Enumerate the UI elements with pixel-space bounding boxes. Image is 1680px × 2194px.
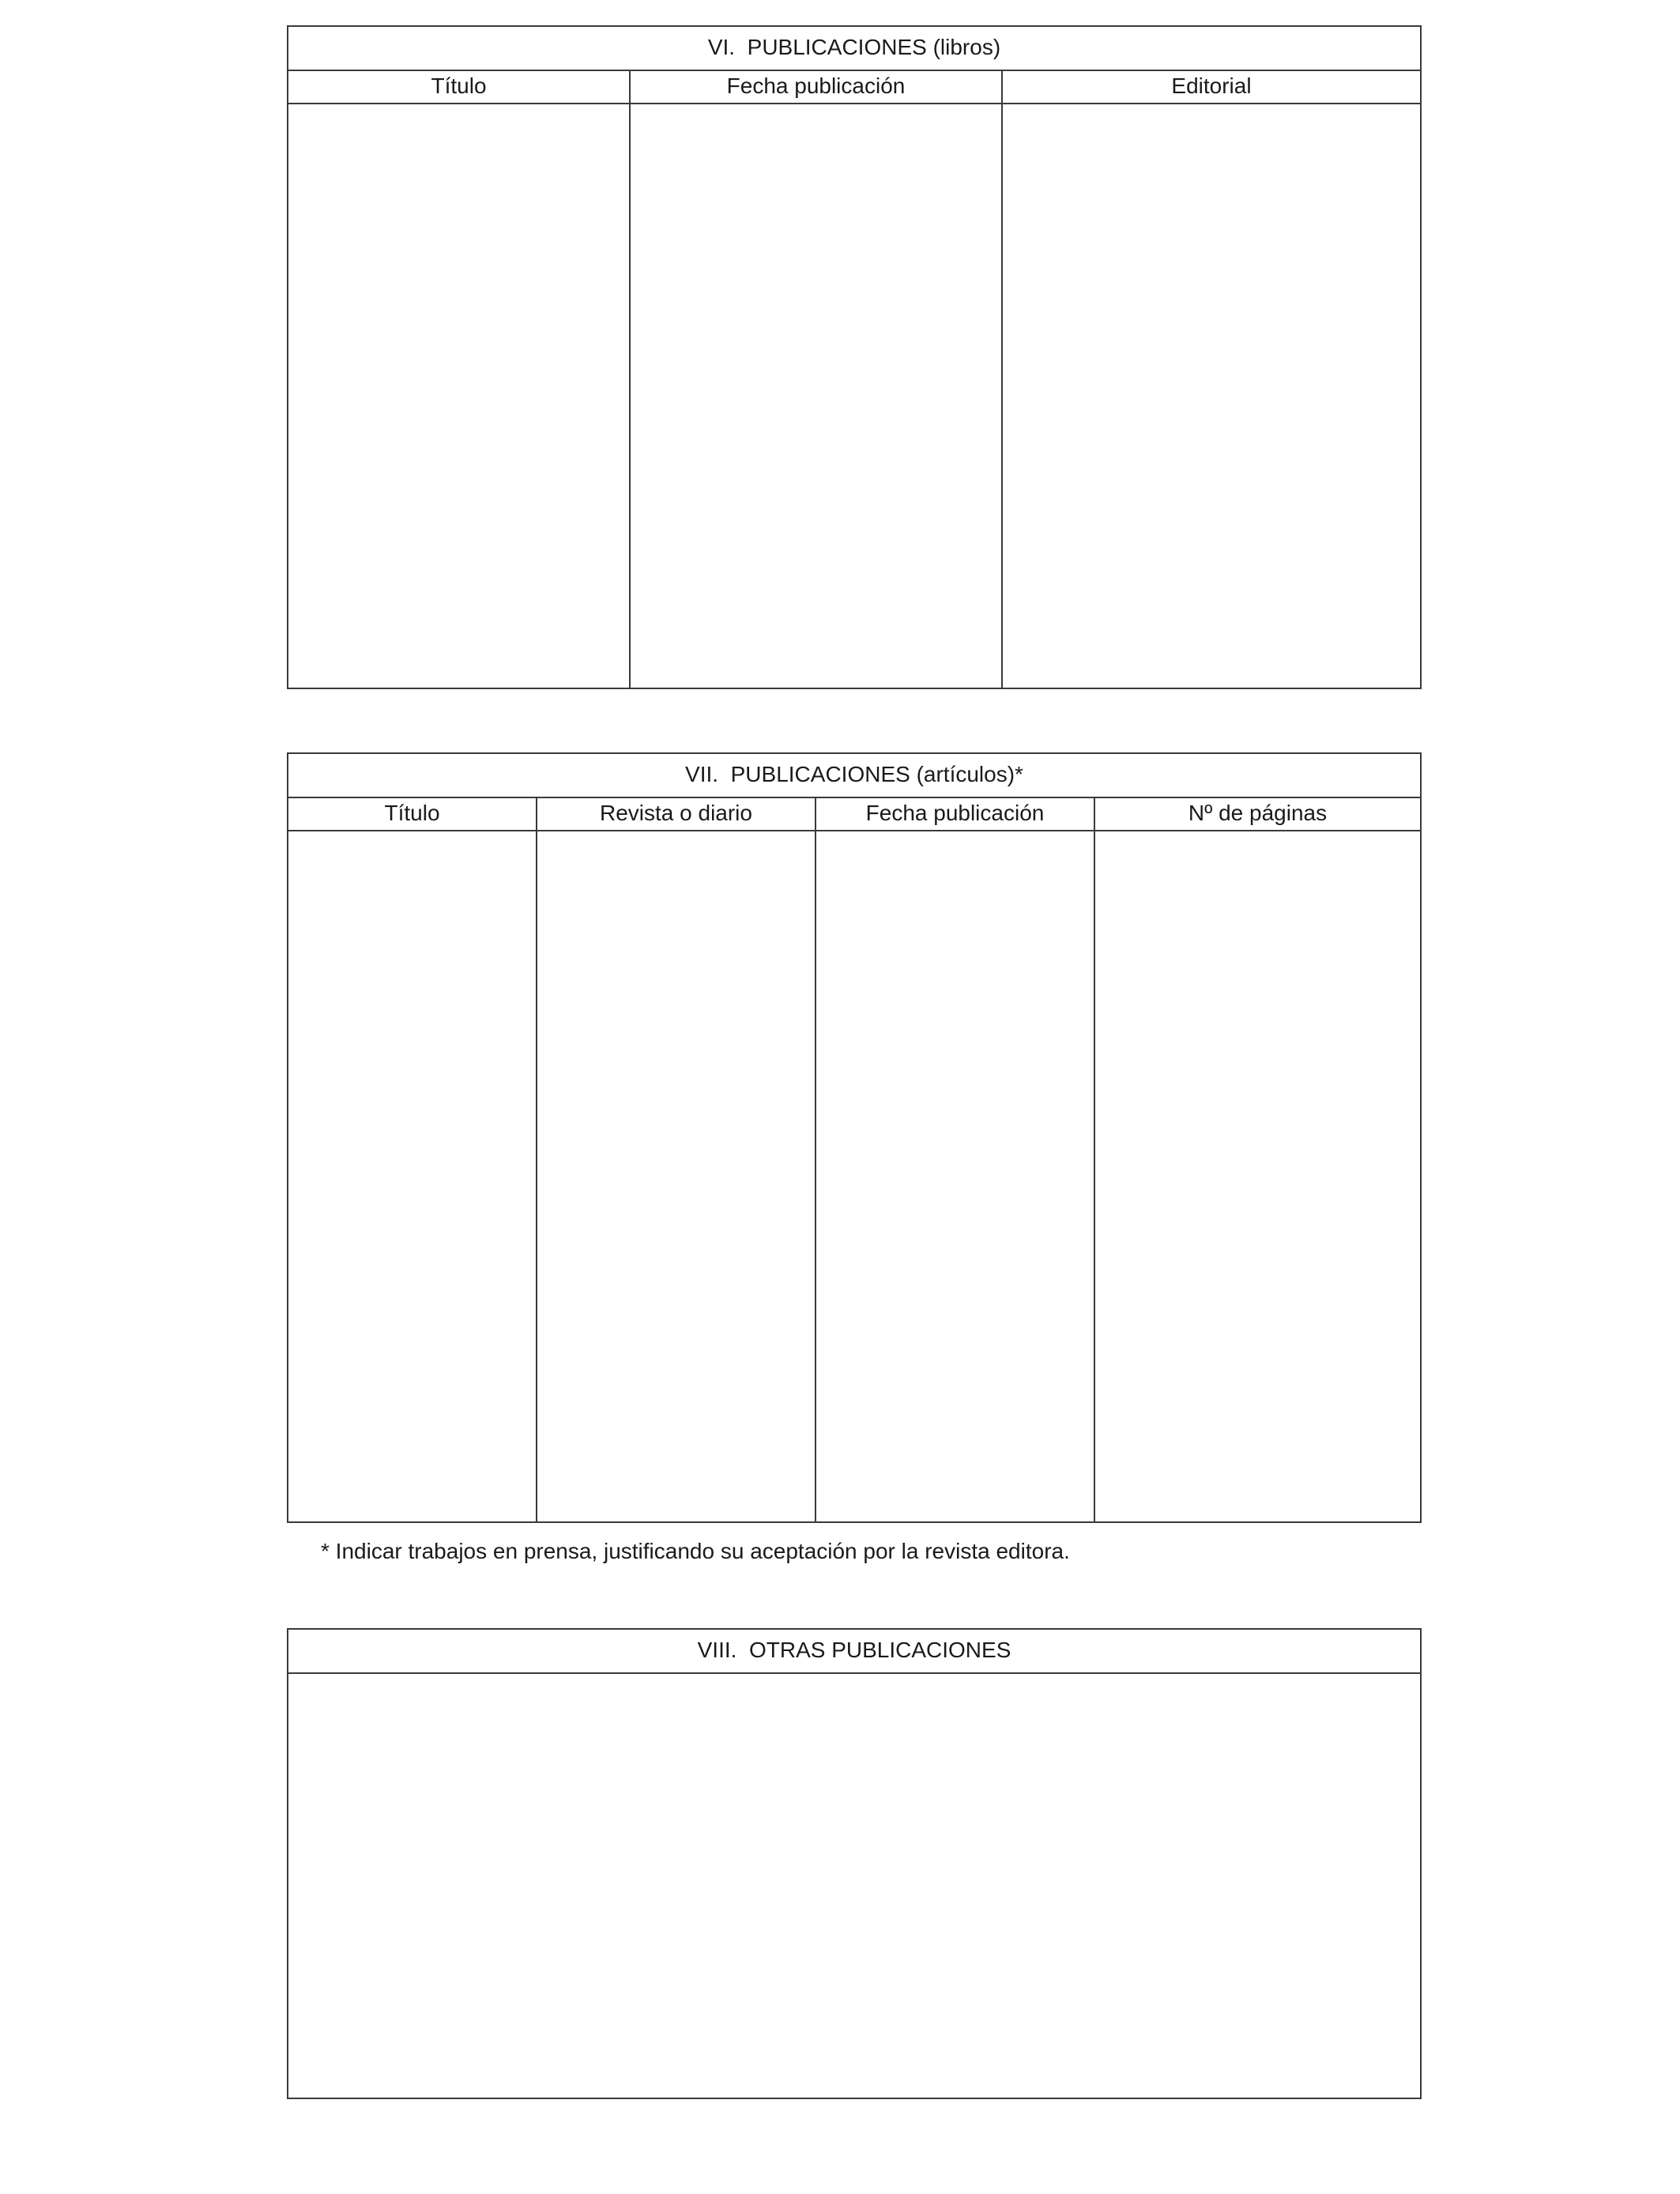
section-vi-title: VI. PUBLICACIONES (libros) — [288, 27, 1420, 71]
section-vii-articles-table — [287, 752, 1422, 1523]
column-header-numero-paginas: Nº de páginas — [1188, 801, 1328, 825]
section-viii-other-publications — [287, 1628, 1422, 2099]
section-viii-entry-area[interactable] — [288, 1674, 1420, 2098]
column-header-fecha-publicacion: Fecha publicación — [865, 801, 1045, 825]
column-header-titulo: Título — [384, 801, 440, 825]
section-vii-entry-area[interactable] — [288, 831, 1420, 1521]
section-vii-header-row — [288, 798, 1420, 831]
column-header-titulo: Título — [431, 74, 487, 98]
column-header-revista-o-diario: Revista o diario — [600, 801, 752, 825]
section-vii-title: VII. PUBLICACIONES (artículos)* — [288, 754, 1420, 798]
column-header-fecha-publicacion: Fecha publicación — [726, 74, 906, 98]
section-viii-title: VIII. OTRAS PUBLICACIONES — [288, 1630, 1420, 1674]
column-header-editorial: Editorial — [1171, 74, 1252, 98]
section-vi-books-table — [287, 25, 1422, 689]
section-vi-entry-area[interactable] — [288, 104, 1420, 688]
section-vii-footnote: * Indicar trabajos en prensa, justificando su aceptación por la revista editora. — [321, 1539, 1070, 1563]
section-vi-header-row — [288, 71, 1420, 104]
